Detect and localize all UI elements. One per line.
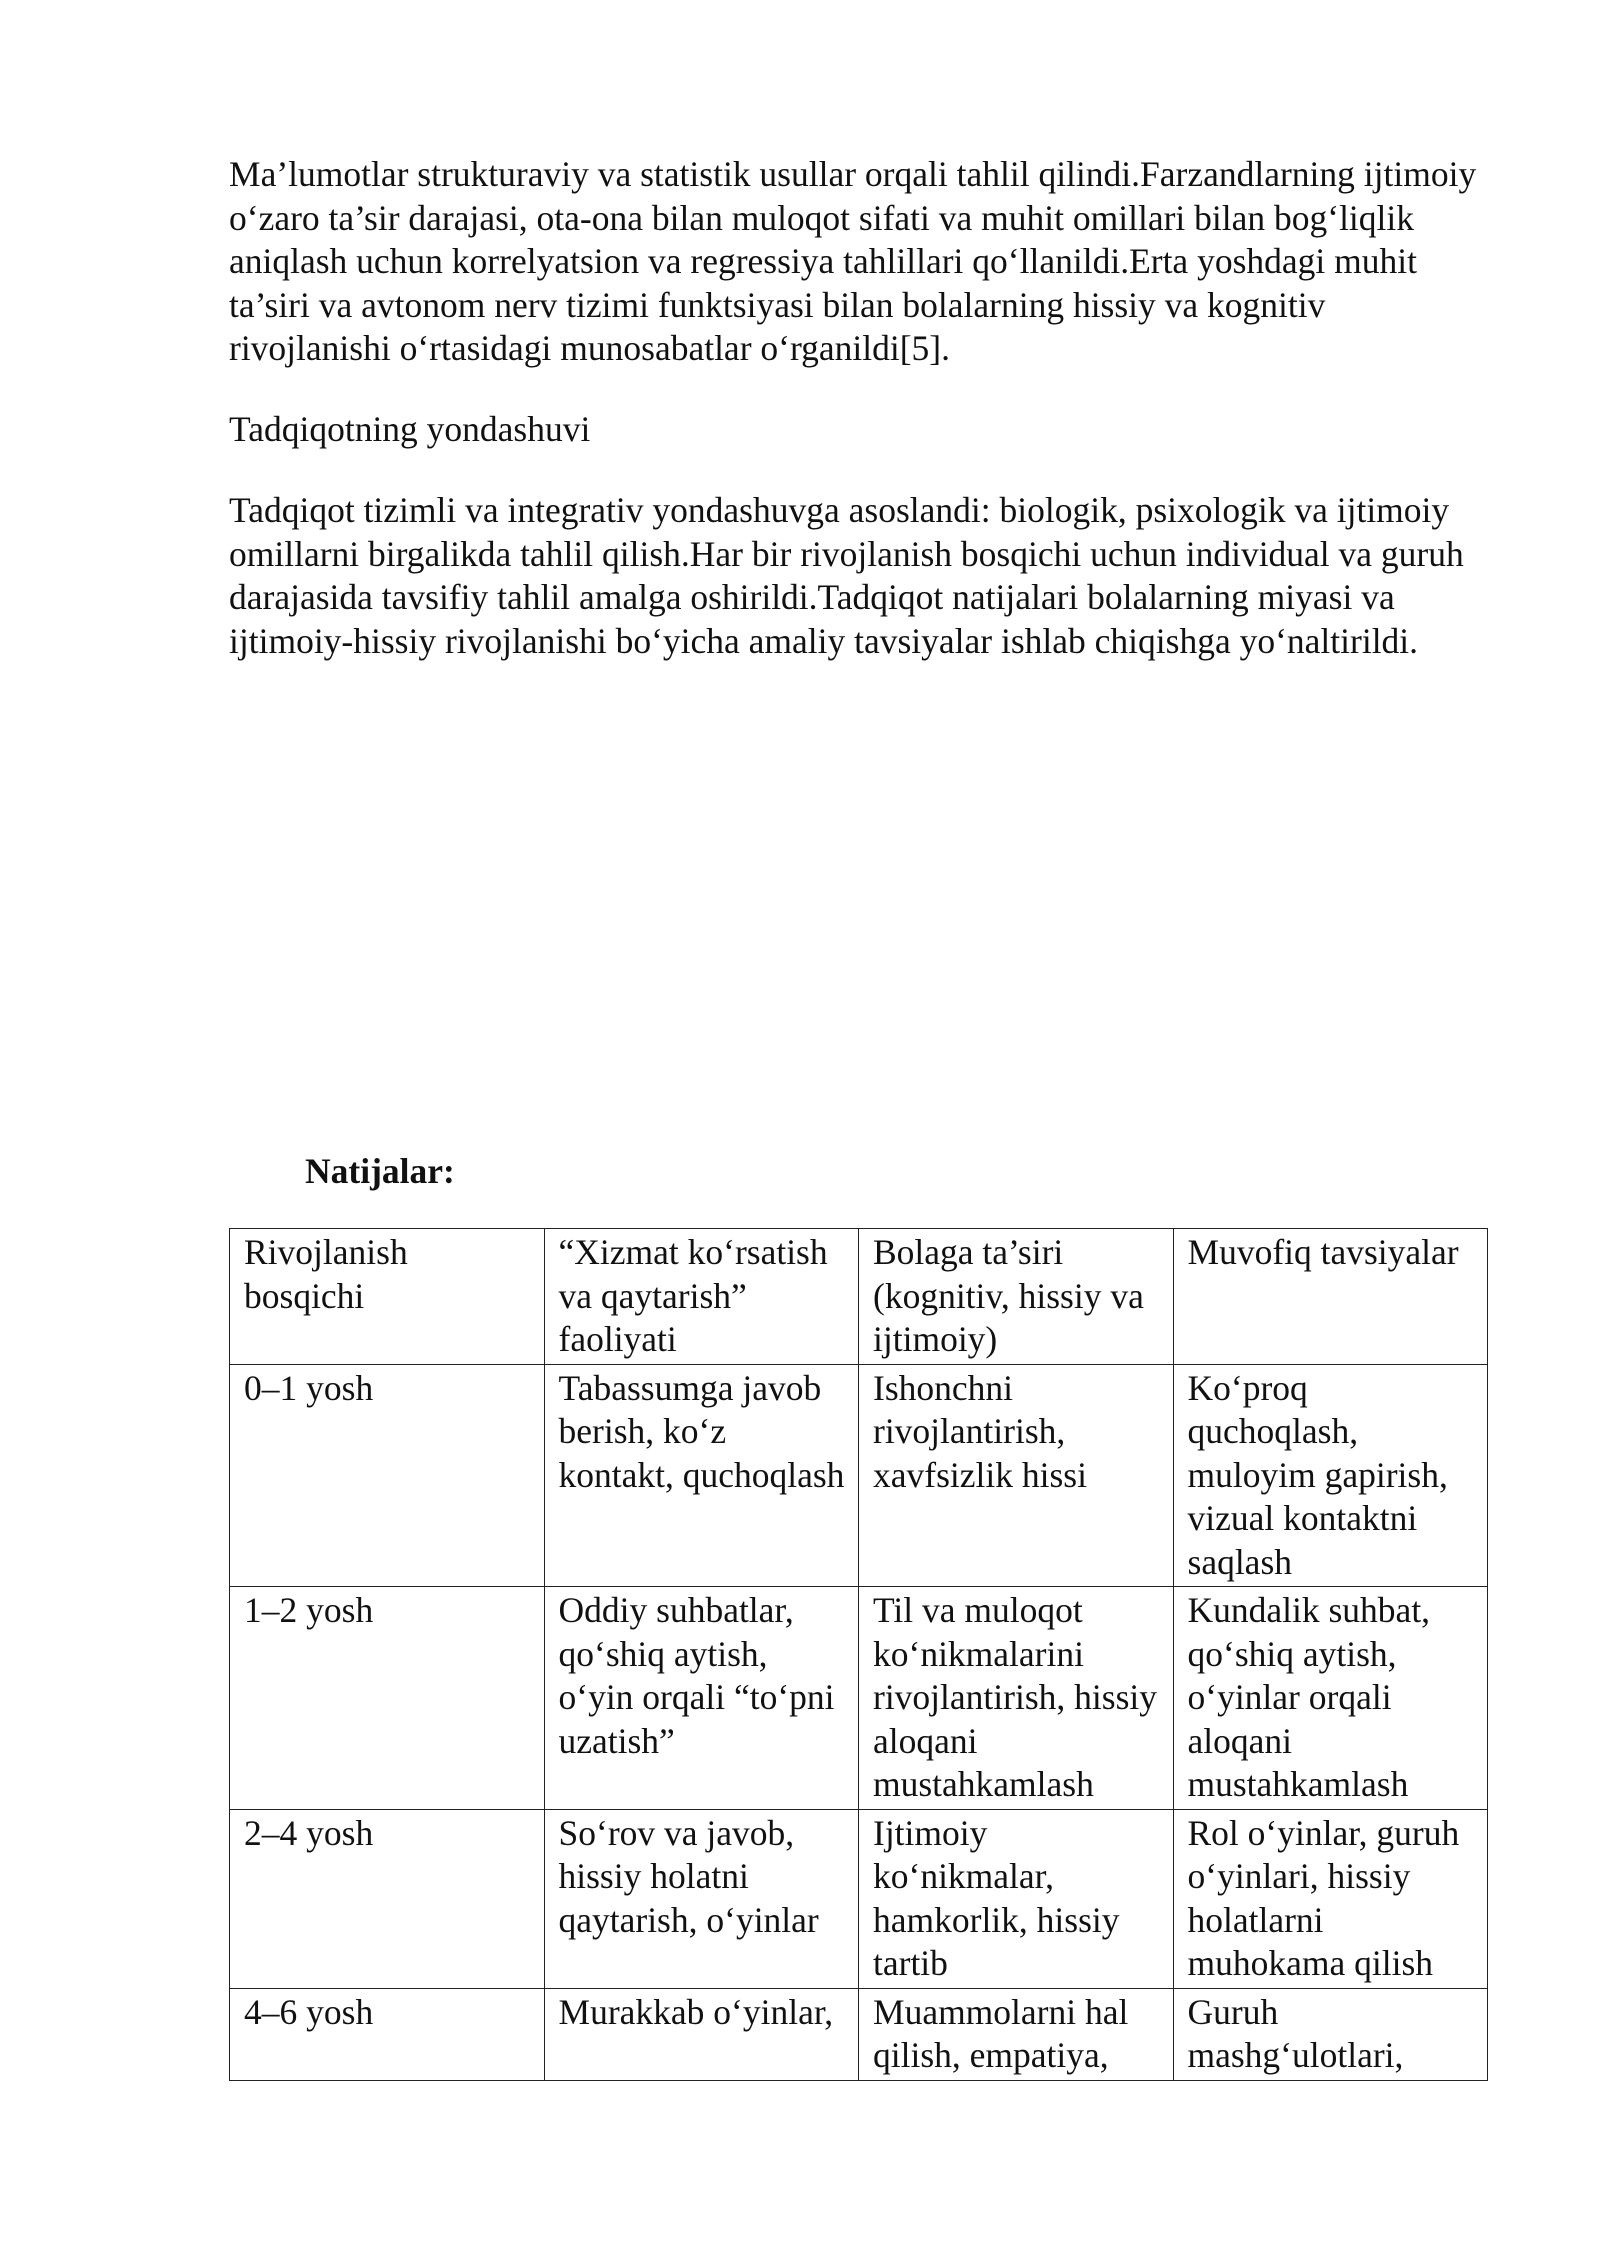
table-cell: 0–1 yosh	[230, 1364, 545, 1587]
table-cell: Tabassumga javob berish, ko‘z kontakt, quchoqlash	[544, 1364, 859, 1587]
table-header-cell: Muvofiq tavsiyalar	[1173, 1229, 1488, 1365]
table-cell: 4–6 yosh	[230, 1988, 545, 2080]
table-cell: 2–4 yosh	[230, 1809, 545, 1988]
methods-paragraph: Ma’lumotlar strukturaviy va statistik usullar orqali tahlil qilindi.Farzandlarning ijtimoiy o‘zaro ta’sir darajasi, ota-ona bilan muloqot sifati va muhit omillari bilan bog‘liqlik aniqlash uchun korrelyatsion va regressiya tahlillari qo‘llanildi.Erta yoshdagi muhit ta’siri va avtonom nerv tizimi funktsiyasi bilan bolalarning hissiy va kognitiv rivojlanishi o‘rtasidagi munosabatlar o‘rganildi[5].	[229, 154, 1477, 368]
table-cell: Guruh mashg‘ulotlari,	[1173, 1988, 1488, 2080]
table-cell: Oddiy suhbatlar, qo‘shiq aytish, o‘yin orqali “to‘pni uzatish”	[544, 1587, 859, 1810]
table-row	[230, 1587, 1488, 1810]
table-header-cell: Bolaga ta’siri (kognitiv, hissiy va ijtimoiy)	[859, 1229, 1174, 1365]
section-title-approach: Tadqiqotning yondashuvi	[229, 409, 591, 449]
results-table	[229, 1228, 1488, 2081]
table-row	[230, 1364, 1488, 1587]
table-cell: Ishonchni rivojlantirish, xavfsizlik hissi	[859, 1364, 1174, 1587]
table-header-cell: Rivojlanish bosqichi	[230, 1229, 545, 1365]
table-cell: Ijtimoiy ko‘nikmalar, hamkorlik, hissiy tartib	[859, 1809, 1174, 1988]
table-cell: Til va muloqot ko‘nikmalarini rivojlantirish, hissiy aloqani mustahkamlash	[859, 1587, 1174, 1810]
table-cell: Kundalik suhbat, qo‘shiq aytish, o‘yinlar orqali aloqani mustahkamlash	[1173, 1587, 1488, 1810]
table-header-row	[230, 1229, 1488, 1365]
table-header-cell: “Xizmat ko‘rsatish va qaytarish” faoliyati	[544, 1229, 859, 1365]
table-cell: 1–2 yosh	[230, 1587, 545, 1810]
table-row	[230, 1809, 1488, 1988]
table-cell: Rol o‘yinlar, guruh o‘yinlari, hissiy holatlarni muhokama qilish	[1173, 1809, 1488, 1988]
approach-paragraph: Tadqiqot tizimli va integrativ yondashuvga asoslandi: biologik, psixologik va ijtimoiy omillarni birgalikda tahlil qilish.Har bir rivojlanish bosqichi uchun individual va guruh darajasida tavsifiy tahlil amalga oshirildi.Tadqiqot natijalari bolalarning miyasi va ijtimoiy-hissiy rivojlanishi bo‘yicha amaliy tavsiyalar ishlab chiqishga yo‘naltirildi.	[229, 490, 1464, 661]
table-cell: Muammolarni hal qilish, empatiya,	[859, 1988, 1174, 2080]
table-cell: So‘rov va javob, hissiy holatni qaytarish, o‘yinlar	[544, 1809, 859, 1988]
table-row	[230, 1988, 1488, 2080]
table-cell: Ko‘proq quchoqlash, muloyim gapirish, vizual kontaktni saqlash	[1173, 1364, 1488, 1587]
results-heading: Natijalar:	[305, 1151, 455, 1191]
table-cell: Murakkab o‘yinlar,	[544, 1988, 859, 2080]
